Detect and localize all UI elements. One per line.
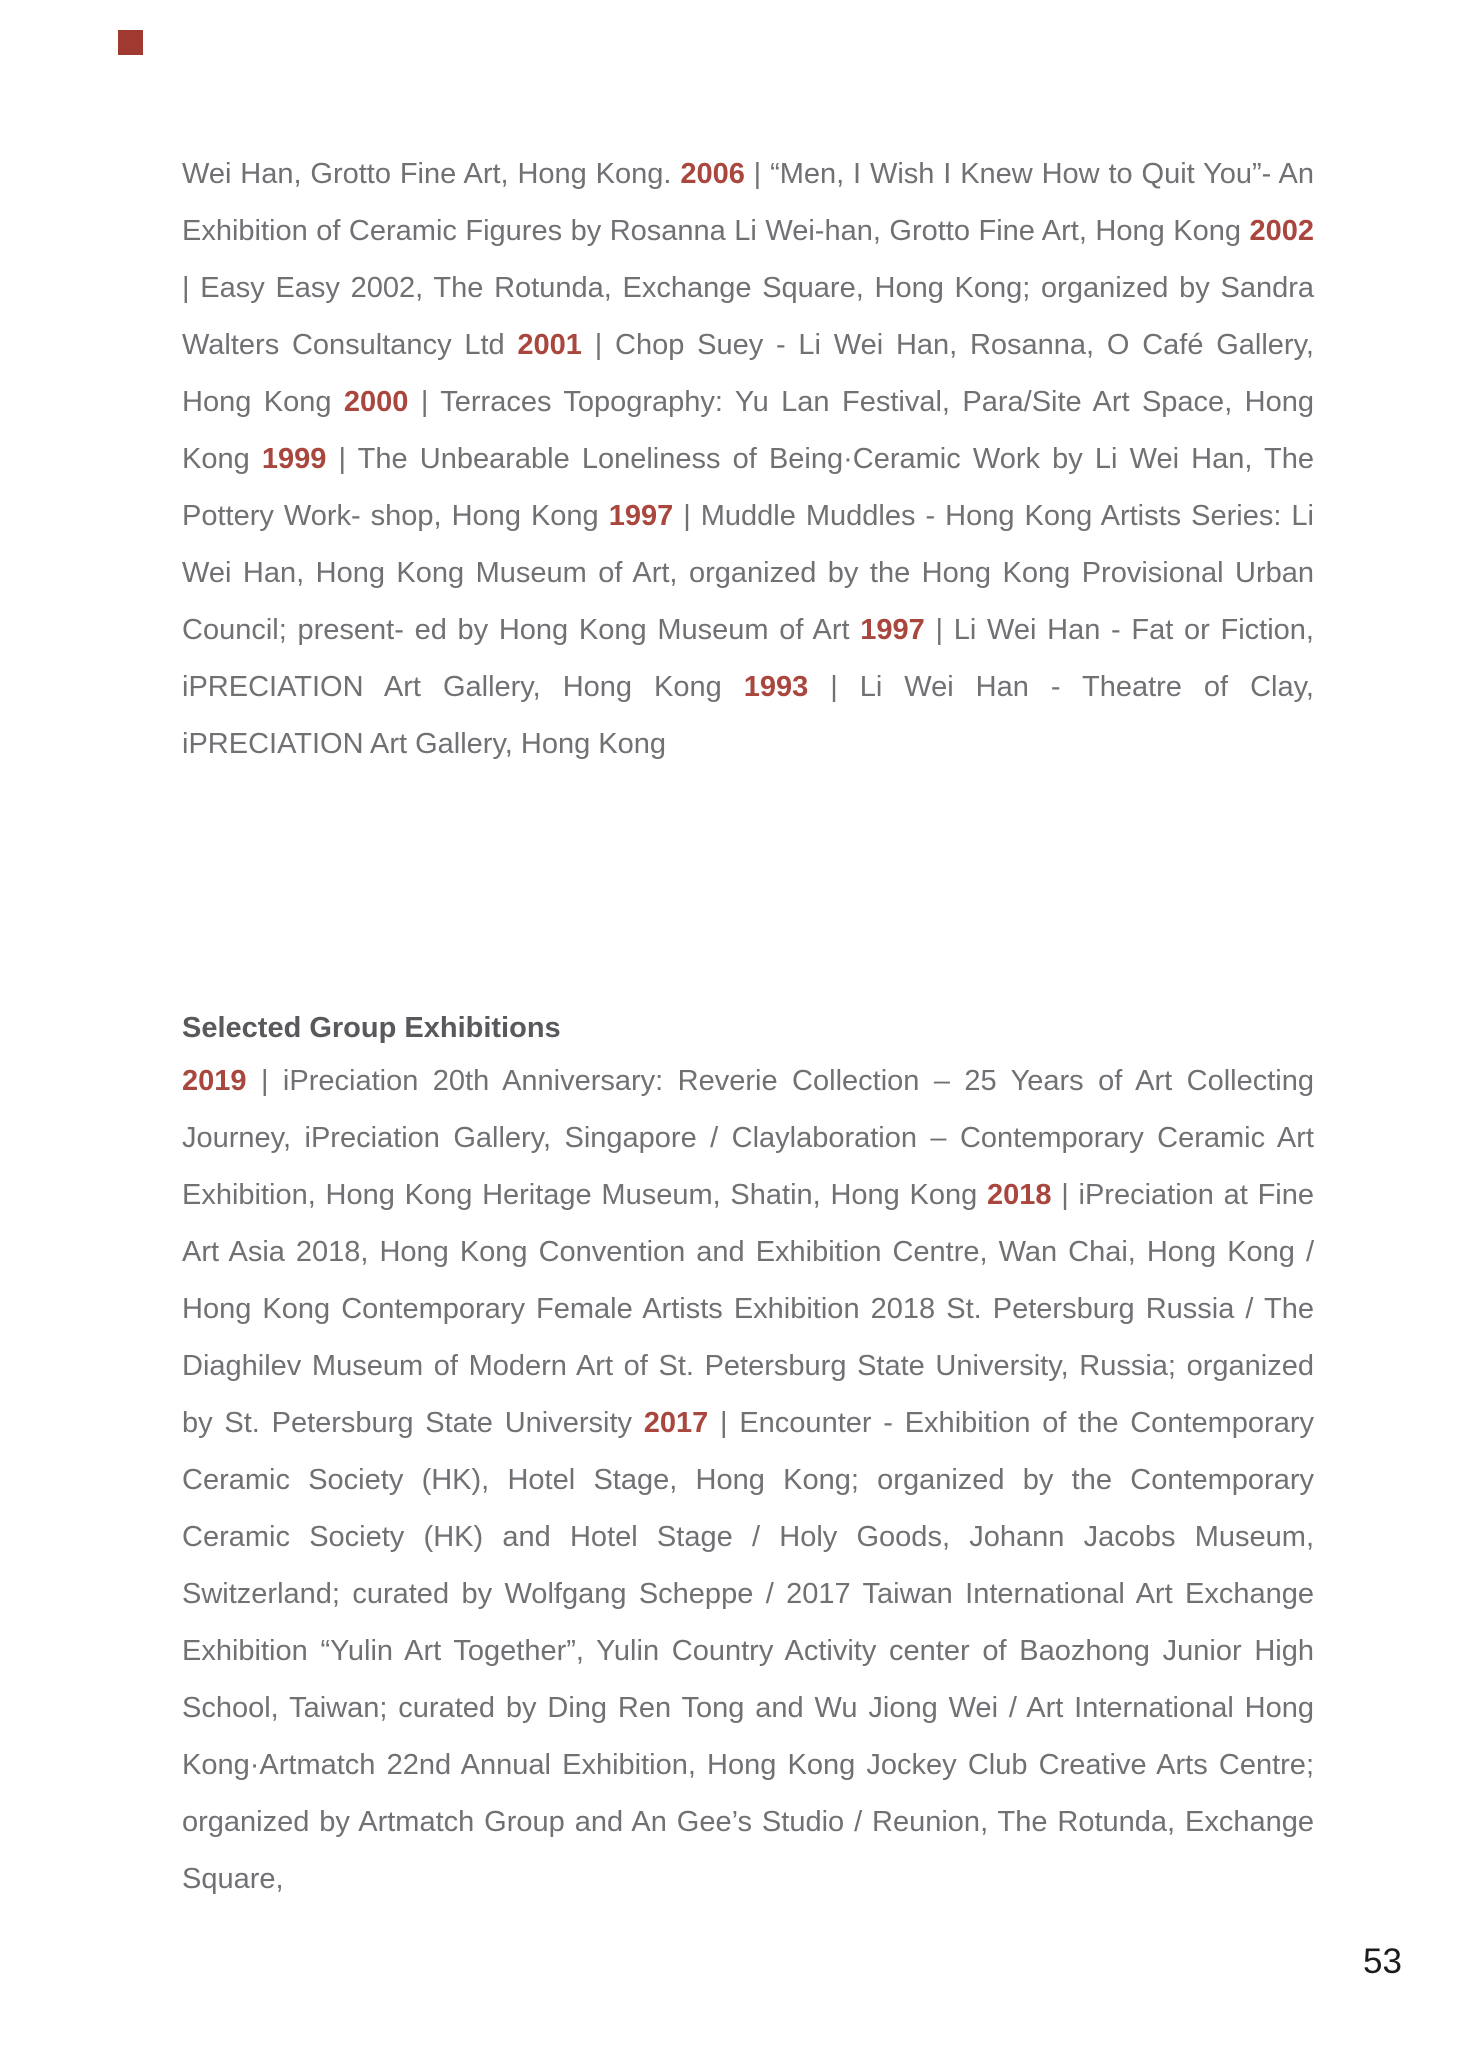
exhibition-text: | “Men, I Wish I Knew How to Quit You”- An Exhibition of Ceramic Figures by Rosanna Li Wei-han, Grotto Fine Art, Hong Kong <box>182 158 1315 247</box>
exhibition-text: | Li Wei Han - Fat or Fiction, iPRECIATION Art Gallery, Hong Kong <box>182 614 1314 703</box>
solo-exhibitions-paragraph <box>182 146 1314 773</box>
exhibition-text: | The Unbearable Loneliness of Being·Ceramic Work by Li Wei Han, The Pottery Work- shop, Hong Kong <box>182 443 1314 532</box>
exhibition-year: 2002 <box>1249 215 1314 247</box>
exhibition-year: 1999 <box>261 443 327 475</box>
exhibition-year: 2006 <box>680 158 745 190</box>
exhibition-text: | Muddle Muddles - Hong Kong Artists Series: Li Wei Han, Hong Kong Museum of Art, organized by the Hong Kong Provisional Urban Council; present- ed by Hong Kong Museum of Art <box>182 500 1314 646</box>
group-exhibitions-block <box>182 1053 1314 1908</box>
exhibition-text: | Li Wei Han - Theatre of Clay, iPRECIATION Art Gallery, Hong Kong <box>182 671 1314 760</box>
exhibition-year: 2019 <box>182 1065 247 1097</box>
exhibition-text: | iPreciation 20th Anniversary: Reverie Collection – 25 Years of Art Collecting Journey, iPreciation Gallery, Singapore / Claylaboration – Contemporary Ceramic Art Exhibition, Hong Kong Heritage Museum, Shatin, Hong Kong <box>182 1065 1314 1211</box>
exhibition-text: | iPreciation at Fine Art Asia 2018, Hong Kong Convention and Exhibition Centre, Wan Chai, Hong Kong / Hong Kong Contemporary Female Artists Exhibition 2018 St. Petersburg Russia / The Diaghilev Museum of Modern Art of St. Petersburg State University, Russia; organized by St. Petersburg State University <box>182 1179 1314 1439</box>
red-square-logo <box>118 30 143 55</box>
exhibition-year: 1997 <box>608 500 674 532</box>
exhibition-text: Wei Han, Grotto Fine Art, Hong Kong. <box>182 158 681 190</box>
exhibition-text: | Encounter - Exhibition of the Contemporary Ceramic Society (HK), Hotel Stage, Hong Kong; organized by the Contemporary Ceramic Society (HK) and Hotel Stage / Holy Goods, Johann Jacobs Museum, Switzerland; curated by Wolfgang Scheppe / 2017 Taiwan International Art Exchange Exhibition “Yulin Art Together”, Yulin Country Activity center of Baozhong Junior High School, Taiwan; curated by Ding Ren Tong and Wu Jiong Wei / Art International Hong Kong·Artmatch 22nd Annual Exhibition, Hong Kong Jockey Club Creative Arts Centre; organized by Artmatch Group and An Gee’s Studio / Reunion, The Rotunda, Exchange Square, <box>182 1407 1314 1895</box>
exhibition-year: 1993 <box>743 671 809 703</box>
exhibition-year: 2001 <box>517 329 582 361</box>
exhibition-text: | Chop Suey - Li Wei Han, Rosanna, O Café Gallery, Hong Kong <box>182 329 1314 418</box>
exhibition-year: 2000 <box>343 386 409 418</box>
page-number: 53 <box>1363 1942 1402 1981</box>
exhibition-year: 2018 <box>986 1179 1052 1211</box>
group-exhibitions-paragraph <box>182 1053 1314 1908</box>
exhibition-year: 2017 <box>643 1407 709 1439</box>
group-exhibitions-heading: Selected Group Exhibitions <box>182 1012 561 1044</box>
exhibition-text: | Easy Easy 2002, The Rotunda, Exchange Square, Hong Kong; organized by Sandra Walters Consultancy Ltd <box>182 272 1314 361</box>
exhibition-year: 1997 <box>860 614 925 646</box>
solo-exhibitions-block <box>182 146 1314 773</box>
exhibition-text: | Terraces Topography: Yu Lan Festival, Para/Site Art Space, Hong Kong <box>182 386 1314 475</box>
